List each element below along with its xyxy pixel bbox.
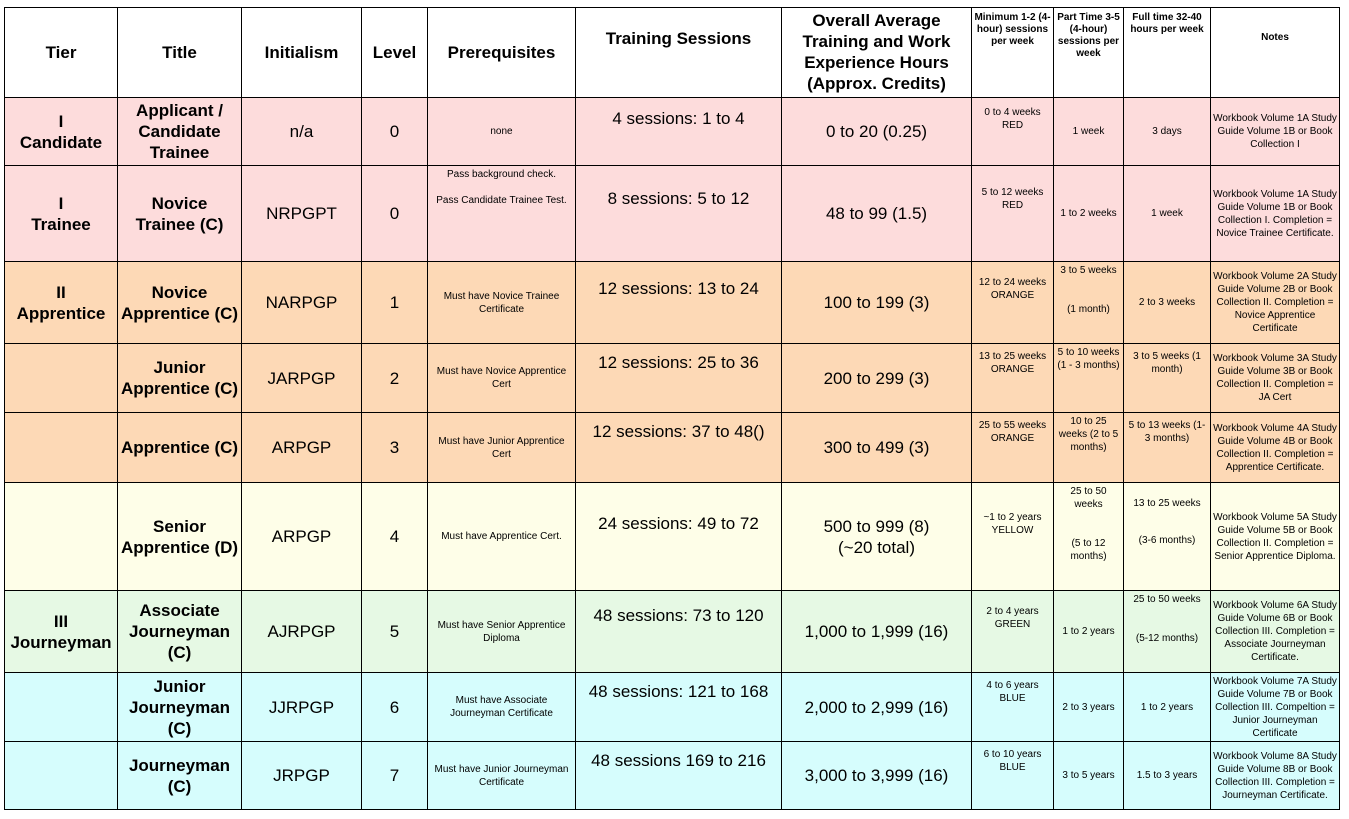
initialism-cell: JJRPGP xyxy=(242,673,362,742)
initialism-cell: JARPGP xyxy=(242,344,362,413)
table-row xyxy=(5,673,1340,742)
minimum-cell xyxy=(972,673,1054,742)
level-cell: 3 xyxy=(362,413,428,483)
notes-cell: Workbook Volume 5A Study Guide Volume 5B or Book Collection II. Completion = Senior Apprentice Diploma. xyxy=(1211,483,1340,591)
table-row xyxy=(5,413,1340,483)
full-time-cell: 1.5 to 3 years xyxy=(1124,742,1211,810)
header-notes: Notes xyxy=(1211,8,1340,98)
header-title: Title xyxy=(118,8,242,98)
title-cell: Junior Journeyman (C) xyxy=(118,673,242,742)
training-sessions-cell: 4 sessions: 1 to 4 xyxy=(576,98,782,166)
notes-cell: Workbook Volume 1A Study Guide Volume 1B or Book Collection I xyxy=(1211,98,1340,166)
initialism-cell: AJRPGP xyxy=(242,591,362,673)
minimum-duration: ~1 to 2 years xyxy=(983,512,1042,523)
notes-cell: Workbook Volume 6A Study Guide Volume 6B or Book Collection III. Completion = Associate Journeyman Certificate. xyxy=(1211,591,1340,673)
training-sessions-cell: 24 sessions: 49 to 72 xyxy=(576,483,782,591)
tier-number: I xyxy=(58,111,64,131)
notes-cell: Workbook Volume 4A Study Guide Volume 4B or Book Collection II. Completion = Apprentice Certificate. xyxy=(1211,413,1340,483)
tier-number: I xyxy=(58,193,64,213)
full-time-duration: 25 to 50 weeks xyxy=(1133,594,1201,605)
table-row xyxy=(5,166,1340,262)
prerequisites-cell: Must have Apprentice Cert. xyxy=(428,483,576,591)
minimum-cell xyxy=(972,413,1054,483)
part-time-cell: 1 to 2 weeks xyxy=(1054,166,1124,262)
minimum-cell xyxy=(972,166,1054,262)
table-row xyxy=(5,98,1340,166)
title-cell: Junior Apprentice (C) xyxy=(118,344,242,413)
tier-name: Candidate xyxy=(19,132,103,152)
tier-number: II xyxy=(56,282,66,302)
prerequisite-line: Pass Candidate Trainee Test. xyxy=(436,195,567,206)
part-time-duration: 25 to 50 weeks xyxy=(1070,486,1107,510)
level-cell: 2 xyxy=(362,344,428,413)
table-row xyxy=(5,344,1340,413)
hours-cell: 0 to 20 (0.25) xyxy=(782,98,972,166)
hours-total: (~20 total) xyxy=(837,537,915,557)
minimum-cell xyxy=(972,591,1054,673)
header-training-sessions: Training Sessions xyxy=(576,8,782,98)
title-cell: Apprentice (C) xyxy=(118,413,242,483)
header-level: Level xyxy=(362,8,428,98)
minimum-duration: 13 to 25 weeks xyxy=(978,351,1047,362)
initialism-cell: ARPGP xyxy=(242,483,362,591)
full-time-cell: 3 days xyxy=(1124,98,1211,166)
initialism-cell: JRPGP xyxy=(242,742,362,810)
table-row xyxy=(5,591,1340,673)
hours-cell xyxy=(782,483,972,591)
header-full-time: Full time 32-40 hours per week xyxy=(1124,8,1211,98)
minimum-duration: 4 to 6 years xyxy=(986,680,1039,691)
header-row xyxy=(5,8,1340,98)
title-cell: Journeyman (C) xyxy=(118,742,242,810)
initialism-cell: ARPGP xyxy=(242,413,362,483)
minimum-color-label: BLUE xyxy=(999,762,1026,773)
tier-cell xyxy=(5,483,118,591)
minimum-color-label: RED xyxy=(1001,120,1024,131)
full-time-cell: 1 week xyxy=(1124,166,1211,262)
minimum-duration: 25 to 55 weeks xyxy=(978,420,1047,431)
header-part-time: Part Time 3-5 (4-hour) sessions per week xyxy=(1054,8,1124,98)
level-cell: 6 xyxy=(362,673,428,742)
title-cell: Novice Trainee (C) xyxy=(118,166,242,262)
training-sessions-cell: 48 sessions: 121 to 168 xyxy=(576,673,782,742)
hours-cell: 2,000 to 2,999 (16) xyxy=(782,673,972,742)
prerequisites-cell: Must have Associate Journeyman Certificate xyxy=(428,673,576,742)
table-row xyxy=(5,742,1340,810)
notes-cell: Workbook Volume 3A Study Guide Volume 3B or Book Collection II. Completion = JA Cert xyxy=(1211,344,1340,413)
tier-number: III xyxy=(53,611,69,631)
prerequisite-line: Pass background check. xyxy=(447,169,556,180)
level-cell: 4 xyxy=(362,483,428,591)
hours-cell: 3,000 to 3,999 (16) xyxy=(782,742,972,810)
full-time-approx: (5-12 months) xyxy=(1135,633,1199,644)
minimum-color-label: ORANGE xyxy=(990,433,1035,444)
level-cell: 0 xyxy=(362,166,428,262)
hours-cell: 48 to 99 (1.5) xyxy=(782,166,972,262)
tier-name: Journeyman xyxy=(10,632,112,652)
part-time-duration: 3 to 5 weeks xyxy=(1060,265,1117,276)
tier-cell xyxy=(5,742,118,810)
tier-cell xyxy=(5,413,118,483)
full-time-cell: 1 to 2 years xyxy=(1124,673,1211,742)
notes-cell: Workbook Volume 8A Study Guide Volume 8B or Book Collection III. Completion = Journeyman Certificate. xyxy=(1211,742,1340,810)
full-time-approx: (3-6 months) xyxy=(1138,535,1196,546)
minimum-cell xyxy=(972,344,1054,413)
hours-cell: 200 to 299 (3) xyxy=(782,344,972,413)
minimum-color-label: BLUE xyxy=(999,693,1026,704)
minimum-color-label: RED xyxy=(1001,200,1024,211)
level-cell: 5 xyxy=(362,591,428,673)
title-cell: Applicant / Candidate Trainee xyxy=(118,98,242,166)
minimum-duration: 6 to 10 years xyxy=(983,749,1042,760)
part-time-approx: (5 to 12 months) xyxy=(1070,538,1107,562)
part-time-cell: 1 to 2 years xyxy=(1054,591,1124,673)
prerequisites-cell: none xyxy=(428,98,576,166)
minimum-duration: 0 to 4 weeks xyxy=(984,107,1041,118)
minimum-color-label: YELLOW xyxy=(991,525,1034,536)
tier-cell xyxy=(5,166,118,262)
prerequisites-cell: Must have Senior Apprentice Diploma xyxy=(428,591,576,673)
table-row xyxy=(5,262,1340,344)
training-sessions-cell: 12 sessions: 13 to 24 xyxy=(576,262,782,344)
hours-cell: 1,000 to 1,999 (16) xyxy=(782,591,972,673)
tier-name: Trainee xyxy=(31,214,91,234)
part-time-cell: 5 to 10 weeks (1 - 3 months) xyxy=(1054,344,1124,413)
notes-cell: Workbook Volume 1A Study Guide Volume 1B or Book Collection I. Completion = Novice Trainee Certificate. xyxy=(1211,166,1340,262)
minimum-duration: 5 to 12 weeks xyxy=(981,187,1044,198)
table-row xyxy=(5,483,1340,591)
part-time-cell: 3 to 5 years xyxy=(1054,742,1124,810)
full-time-duration: 13 to 25 weeks xyxy=(1133,498,1201,509)
training-sessions-cell: 8 sessions: 5 to 12 xyxy=(576,166,782,262)
minimum-color-label: ORANGE xyxy=(990,290,1035,301)
level-cell: 0 xyxy=(362,98,428,166)
part-time-cell xyxy=(1054,483,1124,591)
part-time-cell: 1 week xyxy=(1054,98,1124,166)
prerequisites-cell: Must have Novice Trainee Certificate xyxy=(428,262,576,344)
minimum-duration: 12 to 24 weeks xyxy=(978,277,1047,288)
full-time-cell: 5 to 13 weeks (1-3 months) xyxy=(1124,413,1211,483)
prerequisites-cell xyxy=(428,166,576,262)
minimum-cell xyxy=(972,262,1054,344)
full-time-cell: 2 to 3 weeks xyxy=(1124,262,1211,344)
hours-cell: 300 to 499 (3) xyxy=(782,413,972,483)
minimum-color-label: GREEN xyxy=(994,619,1031,630)
minimum-duration: 2 to 4 years xyxy=(986,606,1039,617)
hours-range: 500 to 999 (8) xyxy=(823,516,930,536)
prerequisites-cell: Must have Junior Apprentice Cert xyxy=(428,413,576,483)
full-time-cell xyxy=(1124,591,1211,673)
minimum-cell xyxy=(972,98,1054,166)
tier-cell xyxy=(5,98,118,166)
tier-cell xyxy=(5,591,118,673)
minimum-color-label: ORANGE xyxy=(990,364,1035,375)
initialism-cell: NARPGP xyxy=(242,262,362,344)
training-sessions-cell: 12 sessions: 25 to 36 xyxy=(576,344,782,413)
initialism-cell: n/a xyxy=(242,98,362,166)
part-time-cell xyxy=(1054,262,1124,344)
notes-cell: Workbook Volume 7A Study Guide Volume 7B or Book Collection III. Compeltion = Junior Journeyman Certificate xyxy=(1211,673,1340,742)
part-time-approx: (1 month) xyxy=(1067,304,1110,315)
header-initialism: Initialism xyxy=(242,8,362,98)
title-cell: Associate Journeyman (C) xyxy=(118,591,242,673)
training-sessions-cell: 48 sessions: 73 to 120 xyxy=(576,591,782,673)
training-tier-table xyxy=(4,7,1340,810)
part-time-cell: 2 to 3 years xyxy=(1054,673,1124,742)
training-sessions-cell: 48 sessions 169 to 216 xyxy=(576,742,782,810)
tier-cell xyxy=(5,262,118,344)
tier-cell xyxy=(5,344,118,413)
title-cell: Novice Apprentice (C) xyxy=(118,262,242,344)
tier-cell xyxy=(5,673,118,742)
header-minimum: Minimum 1-2 (4-hour) sessions per week xyxy=(972,8,1054,98)
prerequisites-cell: Must have Junior Journeyman Certificate xyxy=(428,742,576,810)
full-time-cell: 3 to 5 weeks (1 month) xyxy=(1124,344,1211,413)
part-time-cell: 10 to 25 weeks (2 to 5 months) xyxy=(1054,413,1124,483)
tier-name: Apprentice xyxy=(16,303,106,323)
notes-cell: Workbook Volume 2A Study Guide Volume 2B or Book Collection II. Completion = Novice Apprentice Certificate xyxy=(1211,262,1340,344)
prerequisites-cell: Must have Novice Apprentice Cert xyxy=(428,344,576,413)
training-sessions-cell: 12 sessions: 37 to 48() xyxy=(576,413,782,483)
hours-cell: 100 to 199 (3) xyxy=(782,262,972,344)
minimum-cell xyxy=(972,742,1054,810)
level-cell: 7 xyxy=(362,742,428,810)
header-overall-hours: Overall Average Training and Work Experience Hours (Approx. Credits) xyxy=(782,8,972,98)
minimum-cell xyxy=(972,483,1054,591)
title-cell: Senior Apprentice (D) xyxy=(118,483,242,591)
initialism-cell: NRPGPT xyxy=(242,166,362,262)
header-tier: Tier xyxy=(5,8,118,98)
header-prerequisites: Prerequisites xyxy=(428,8,576,98)
full-time-cell xyxy=(1124,483,1211,591)
level-cell: 1 xyxy=(362,262,428,344)
